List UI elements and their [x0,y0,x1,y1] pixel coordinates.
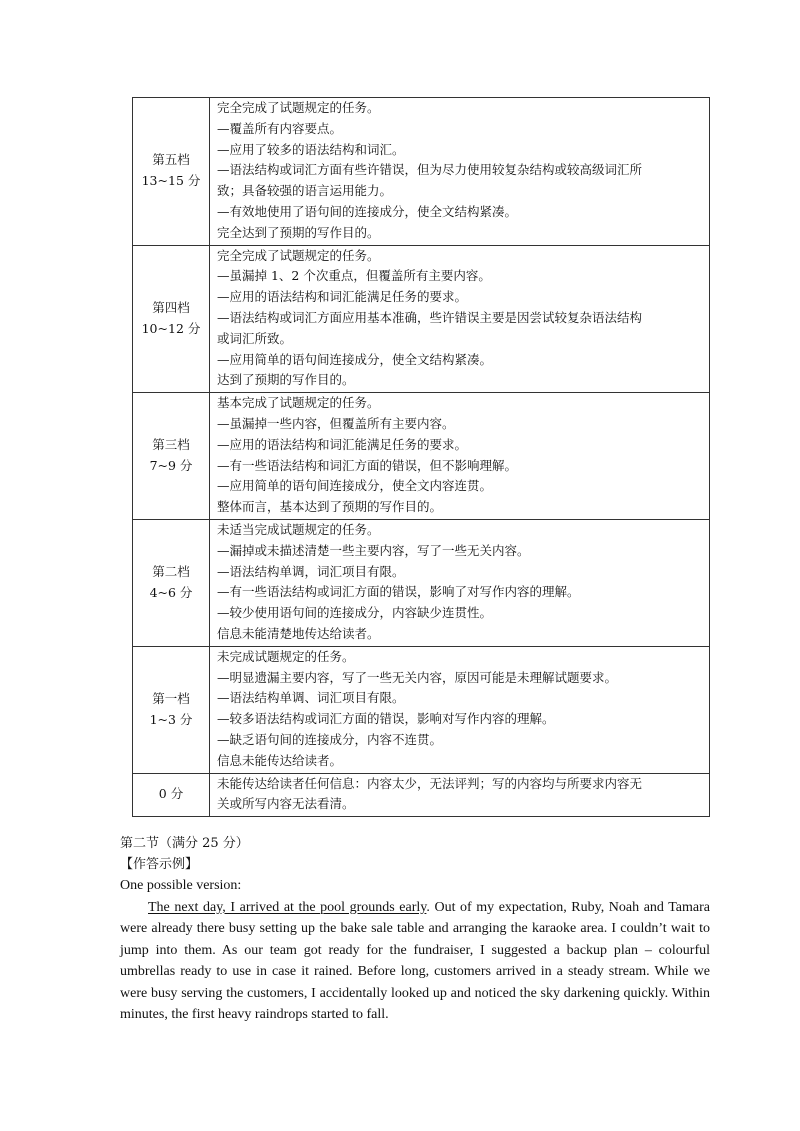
level-score: 1~3 分 [149,711,193,727]
rubric-criteria-cell [210,519,710,646]
level-name: 第三档 [152,437,190,453]
version-label: One possible version: [120,878,242,893]
rubric-criteria-cell [210,393,710,520]
criteria-line: —有一些语法结构和词汇方面的错误，但不影响理解。 [217,457,518,473]
rubric-level-cell [133,393,210,520]
level-name: 第二档 [152,564,190,580]
rubric-row [133,245,710,393]
section-heading: 第二节（满分 25 分） [120,836,249,851]
level-score: 13~15 分 [141,173,201,189]
essay-body: . Out of my expectation, Ruby, Noah and Tamara were already there busy setting up the bake sale table and arranging the karaoke area. I couldn’t wait to jump into them. As our team got ready for the fundraiser, I suggested a backup plan – colourful umbrellas ready to use in case it rained. Before long, customers arrived in a steady stream. While we were busy serving the customers, I accidentally looked up and noticed the sky darkening quickly. Within minutes, the first heavy raindrops started to fall. [120,899,710,1022]
criteria-line: 信息未能传达给读者。 [217,752,343,768]
criteria-line: —虽漏掉一些内容，但覆盖所有主要内容。 [217,415,455,431]
criteria-line: 完全达到了预期的写作目的。 [217,224,380,240]
rubric-level-cell [133,646,210,773]
example-label: 【作答示例】 [120,857,199,872]
criteria-line: —有效地使用了语句间的连接成分，使全文结构紧凑。 [217,203,518,219]
rubric-level-cell [133,519,210,646]
section-two [120,833,710,1026]
criteria-line: 致；具备较强的语言运用能力。 [217,183,393,199]
rubric-criteria-cell [210,98,710,246]
rubric-level-cell [133,98,210,246]
level-name: 第四档 [152,300,190,316]
criteria-line: 信息未能清楚地传达给读者。 [217,625,380,641]
rubric-level-cell [133,773,210,817]
criteria-line: —较少使用语句间的连接成分，内容缺少连贯性。 [217,605,493,621]
criteria-line: —虽漏掉 1、2 个次重点，但覆盖所有主要内容。 [217,268,491,284]
criteria-line: —语法结构或词汇方面应用基本准确，些许错误主要是因尝试较复杂语法结构 [217,309,643,325]
rubric-criteria-cell [210,773,710,817]
criteria-line: 关或所写内容无法看清。 [217,796,355,812]
criteria-line: 基本完成了试题规定的任务。 [217,395,380,411]
rubric-criteria-cell [210,245,710,393]
criteria-line: 整体而言，基本达到了预期的写作目的。 [217,499,443,515]
rubric-row [133,519,710,646]
criteria-line: —覆盖所有内容要点。 [217,120,343,136]
criteria-line: 未适当完成试题规定的任务。 [217,521,380,537]
criteria-line: —语法结构或词汇方面有些许错误，但为尽力使用较复杂结构或较高级词汇所 [217,162,643,178]
criteria-line: —语法结构单调，词汇项目有限。 [217,563,405,579]
rubric-row [133,646,710,773]
criteria-line: —应用了较多的语法结构和词汇。 [217,141,405,157]
level-score: 4~6 分 [149,584,193,600]
criteria-line: 或词汇所致。 [217,330,293,346]
rubric-criteria-cell [210,646,710,773]
criteria-line: —应用简单的语句间连接成分，使全文结构紧凑。 [217,351,493,367]
criteria-line: 完全完成了试题规定的任务。 [217,100,380,115]
rubric-row [133,98,710,246]
criteria-line: 达到了预期的写作目的。 [217,372,355,388]
criteria-line: —应用的语法结构和词汇能满足任务的要求。 [217,436,468,452]
criteria-line: 完全完成了试题规定的任务。 [217,247,380,263]
criteria-line: —有一些语法结构或词汇方面的错误，影响了对写作内容的理解。 [217,584,580,600]
rubric-row [133,773,710,817]
criteria-line: —较多语法结构或词汇方面的错误，影响对写作内容的理解。 [217,711,555,727]
level-name: 第一档 [152,690,190,706]
rubric-level-cell [133,245,210,393]
criteria-line: —漏掉或未描述清楚一些主要内容，写了一些无关内容。 [217,542,530,558]
sample-essay-paragraph [120,897,710,1026]
scoring-rubric-table [132,97,710,817]
criteria-line: —应用的语法结构和词汇能满足任务的要求。 [217,289,468,305]
criteria-line: —应用简单的语句间连接成分，使全文内容连贯。 [217,478,493,494]
criteria-line: 未完成试题规定的任务。 [217,648,355,664]
criteria-line: 未能传达给读者任何信息：内容太少，无法评判；写的内容均与所要求内容无 [217,775,643,791]
level-score: 10~12 分 [141,320,201,336]
given-opening-sentence: The next day, I arrived at the pool grounds early [148,899,427,915]
level-name: 0 分 [158,786,184,802]
rubric-row [133,393,710,520]
level-score: 7~9 分 [149,458,193,474]
criteria-line: —缺乏语句间的连接成分，内容不连贯。 [217,731,443,747]
criteria-line: —明显遗漏主要内容，写了一些无关内容，原因可能是未理解试题要求。 [217,669,618,685]
criteria-line: —语法结构单调、词汇项目有限。 [217,690,405,706]
level-name: 第五档 [152,152,190,168]
